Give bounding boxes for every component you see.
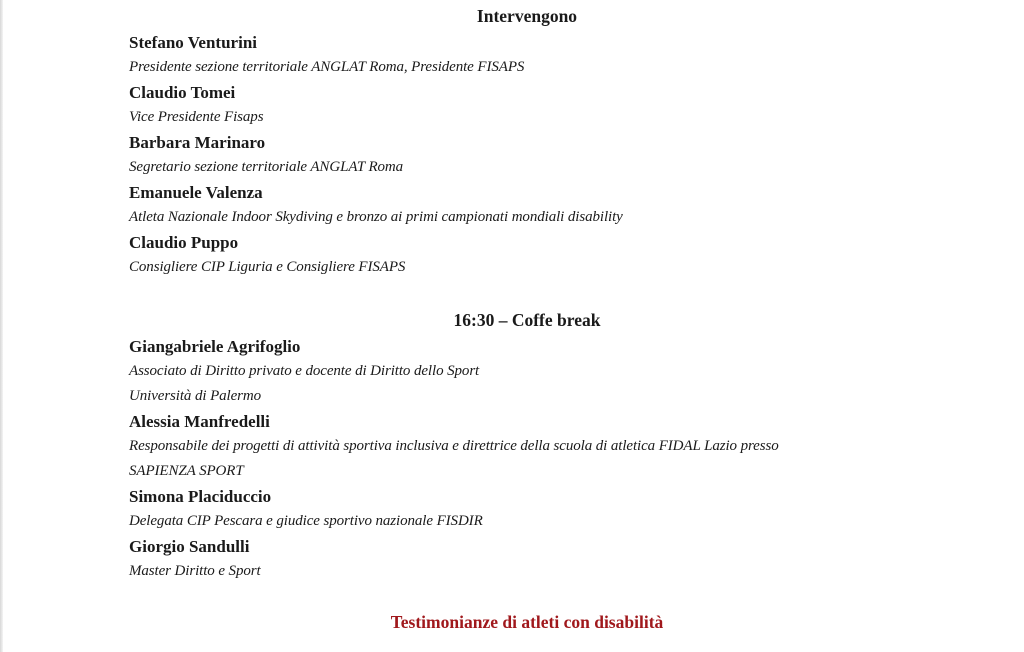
speaker-role: Responsabile dei progetti di attività sportiva inclusiva e direttrice della scuola di atletica FIDAL Lazio presso (129, 438, 779, 454)
speaker-role: Consigliere CIP Liguria e Consigliere FISAPS (129, 259, 406, 275)
speaker-entry (129, 30, 989, 80)
speaker-entry (129, 334, 989, 409)
speaker-role: Vice Presidente Fisaps (129, 109, 264, 125)
speaker-entry (129, 130, 989, 180)
speaker-role: Associato di Diritto privato e docente di Diritto dello Sport (129, 363, 480, 379)
section-heading-intervengono: Intervengono (476, 6, 578, 26)
speaker-role: Presidente sezione territoriale ANGLAT Roma, Presidente FISAPS (129, 59, 525, 75)
speaker-name: Giorgio Sandulli (129, 537, 250, 556)
speaker-affiliation: SAPIENZA SPORT (129, 463, 244, 479)
speaker-name: Barbara Marinaro (129, 133, 266, 152)
speaker-list-2 (129, 334, 989, 584)
speaker-name: Alessia Manfredelli (129, 412, 270, 431)
speaker-entry (129, 484, 989, 534)
section-heading-coffee-break: 16:30 – Coffe break (453, 310, 601, 330)
speaker-affiliation: Università di Palermo (129, 388, 262, 404)
speaker-name: Stefano Venturini (129, 33, 257, 52)
speaker-entry (129, 534, 989, 584)
speaker-entry (129, 230, 989, 280)
speaker-role: Atleta Nazionale Indoor Skydiving e bronzo ai primi campionati mondiali disability (129, 209, 623, 225)
speaker-entry (129, 409, 989, 484)
speaker-entry (129, 80, 989, 130)
speaker-role: Delegata CIP Pescara e giudice sportivo nazionale FISDIR (129, 513, 483, 529)
speaker-name: Claudio Puppo (129, 233, 239, 252)
speaker-role: Master Diritto e Sport (129, 563, 261, 579)
speaker-list-1 (129, 30, 989, 280)
speaker-name: Claudio Tomei (129, 83, 236, 102)
section-heading-testimonianze: Testimonianze di atleti con disabilità (390, 612, 664, 632)
speaker-name: Emanuele Valenza (129, 183, 263, 202)
speaker-name: Giangabriele Agrifoglio (129, 337, 301, 356)
speaker-role: Segretario sezione territoriale ANGLAT Roma (129, 159, 404, 175)
speaker-name: Simona Placiduccio (129, 487, 272, 506)
speaker-entry (129, 180, 989, 230)
